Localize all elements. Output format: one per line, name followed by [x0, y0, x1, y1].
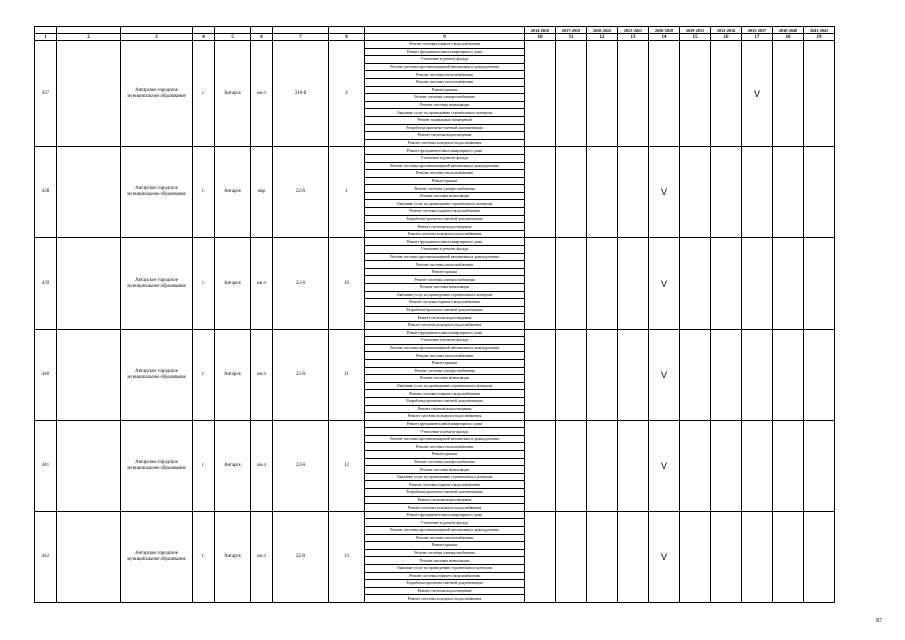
- work-item: Ремонт системы холодного водоснабжения: [365, 595, 525, 603]
- work-item: Разработка проектно-сметной документации: [365, 124, 525, 132]
- header-blank-cell: [57, 27, 121, 34]
- work-item: Ремонт системы противопожарной автоматики и дымоудаления: [365, 435, 525, 443]
- column-number: 10: [525, 34, 556, 41]
- header-blank-cell: [193, 27, 215, 34]
- column-number: 14: [649, 34, 680, 41]
- blank-cell: [57, 41, 121, 147]
- period-cell: [773, 238, 804, 329]
- locality-cell: Ангарск: [215, 238, 251, 329]
- header-blank-cell: [251, 27, 273, 34]
- locality-cell: Ангарск: [215, 511, 251, 602]
- period-header-row: [35, 27, 835, 34]
- blank-cell: [57, 147, 121, 238]
- period-cell: [556, 147, 587, 238]
- street-cell: 22-й: [273, 420, 329, 511]
- work-item: Ремонт крыши: [365, 542, 525, 550]
- column-number: 15: [680, 34, 711, 41]
- period-cell: [773, 329, 804, 420]
- work-item: Ремонт системы электроснабжения: [365, 185, 525, 193]
- street-cell: 219-й: [273, 41, 329, 147]
- work-item: Ремонт системы холодного водоснабжения: [365, 413, 525, 421]
- work-item: Утепление и ремонт фасада: [365, 519, 525, 527]
- blank-cell: [57, 329, 121, 420]
- work-item: Разработка проектно-сметной документации: [365, 306, 525, 314]
- municipality-cell: Ангарское городское муниципальное образование: [121, 420, 193, 511]
- work-item: Ремонт фундамента многоквартирного дома: [365, 238, 525, 246]
- row-number: 442: [35, 511, 57, 602]
- row-number: 439: [35, 238, 57, 329]
- locality-type-cell: г.: [193, 41, 215, 147]
- period-cell: [587, 238, 618, 329]
- period-cell: [525, 41, 556, 147]
- column-number: 17: [742, 34, 773, 41]
- work-item: Ремонт системы холодного водоснабжения: [365, 504, 525, 512]
- work-item: Ремонт системы горячего водоснабжения: [365, 390, 525, 398]
- work-item: Ремонт системы теплоснабжения: [365, 170, 525, 178]
- period-cell: [556, 41, 587, 147]
- work-item: Разработка проектно-сметной документации: [365, 397, 525, 405]
- period-cell: [587, 329, 618, 420]
- work-item: Ремонт крыши: [365, 268, 525, 276]
- work-item: Ремонт системы противопожарной автоматики и дымоудаления: [365, 344, 525, 352]
- column-number: 9: [365, 34, 525, 41]
- work-item: Ремонт системы теплоснабжения: [365, 443, 525, 451]
- work-item: Ремонт крыши: [365, 177, 525, 185]
- work-item: Ремонт системы электроснабжения: [365, 549, 525, 557]
- work-item: Ремонт системы горячего водоснабжения: [365, 41, 525, 49]
- work-item: Ремонт системы водоотведения: [365, 496, 525, 504]
- work-item: Ремонт системы электроснабжения: [365, 367, 525, 375]
- column-number: 1: [35, 34, 57, 41]
- header-blank-cell: [365, 27, 525, 34]
- street-type-cell: кв-л: [251, 238, 273, 329]
- work-item: Ремонт системы вентиляции: [365, 192, 525, 200]
- period-cell: [711, 41, 742, 147]
- period-cell: [804, 329, 835, 420]
- work-item: Ремонт системы теплоснабжения: [365, 78, 525, 86]
- page-number: 87: [876, 618, 882, 624]
- row-number: 438: [35, 147, 57, 238]
- street-type-cell: кв-л: [251, 329, 273, 420]
- period-cell: [742, 238, 773, 329]
- column-number: 11: [556, 34, 587, 41]
- work-item: Оказание услуг по проведению строительного контроля: [365, 200, 525, 208]
- work-item: Ремонт системы водоотведения: [365, 223, 525, 231]
- work-item: Ремонт системы водоотведения: [365, 314, 525, 322]
- work-item: Утепление и ремонт фасада: [365, 428, 525, 436]
- period-header: 2041-2043: [804, 27, 835, 34]
- house-cell: 1: [329, 147, 365, 238]
- work-item: Ремонт системы холодного водоснабжения: [365, 230, 525, 238]
- work-item: Ремонт системы теплоснабжения: [365, 534, 525, 542]
- period-cell: [711, 238, 742, 329]
- column-number: 5: [215, 34, 251, 41]
- work-item: Ремонт системы электроснабжения: [365, 458, 525, 466]
- period-cell: [587, 147, 618, 238]
- period-cell: [587, 41, 618, 147]
- locality-type-cell: г.: [193, 329, 215, 420]
- work-item: Утепление и ремонт фасада: [365, 154, 525, 162]
- period-cell: [804, 420, 835, 511]
- period-header: 2023-2025: [618, 27, 649, 34]
- work-item: Оказание услуг по проведению строительного контроля: [365, 109, 525, 117]
- work-item: Утепление и ремонт фасада: [365, 337, 525, 345]
- work-item: Ремонт фундамента многоквартирного дома: [365, 147, 525, 155]
- work-item: Ремонт системы теплоснабжения: [365, 261, 525, 269]
- period-cell: [773, 41, 804, 147]
- period-header: 2038-2040: [773, 27, 804, 34]
- blank-cell: [57, 238, 121, 329]
- period-cell: [649, 41, 680, 147]
- street-cell: 22-й: [273, 511, 329, 602]
- municipality-cell: Ангарское городское муниципальное образование: [121, 511, 193, 602]
- register-table: [34, 26, 835, 603]
- period-mark-cell: V: [649, 329, 680, 420]
- municipality-cell: Ангарское городское муниципальное образование: [121, 329, 193, 420]
- period-cell: [680, 238, 711, 329]
- period-cell: [618, 420, 649, 511]
- period-cell: [680, 420, 711, 511]
- work-item: Ремонт системы противопожарной автоматики и дымоудаления: [365, 527, 525, 535]
- work-item: Ремонт крыши: [365, 359, 525, 367]
- municipality-cell: Ангарское городское муниципальное образование: [121, 238, 193, 329]
- street-cell: 22-й: [273, 147, 329, 238]
- period-cell: [680, 41, 711, 147]
- street-type-cell: кв-л: [251, 420, 273, 511]
- period-mark-cell: V: [649, 420, 680, 511]
- period-cell: [618, 329, 649, 420]
- period-cell: [742, 511, 773, 602]
- work-item: Ремонт системы горячего водоснабжения: [365, 481, 525, 489]
- period-header: 2026-2028: [649, 27, 680, 34]
- period-cell: [556, 329, 587, 420]
- blank-cell: [57, 511, 121, 602]
- period-cell: [680, 329, 711, 420]
- work-item: Ремонт системы противопожарной автоматики и дымоудаления: [365, 63, 525, 71]
- period-cell: [804, 511, 835, 602]
- row-number: 441: [35, 420, 57, 511]
- header-blank-cell: [35, 27, 57, 34]
- period-cell: [773, 420, 804, 511]
- work-item: Ремонт фундамента многоквартирного дома: [365, 420, 525, 428]
- work-item: Разработка проектно-сметной документации: [365, 489, 525, 497]
- column-number: 4: [193, 34, 215, 41]
- table-row: [35, 147, 835, 155]
- period-cell: [556, 238, 587, 329]
- period-mark-cell: V: [742, 41, 773, 147]
- column-number: 16: [711, 34, 742, 41]
- work-item: Разработка проектно-сметной документации: [365, 580, 525, 588]
- work-item: Ремонт системы противопожарной автоматики и дымоудаления: [365, 253, 525, 261]
- period-header: 2032-2034: [711, 27, 742, 34]
- period-cell: [804, 238, 835, 329]
- period-cell: [618, 147, 649, 238]
- blank-cell: [57, 420, 121, 511]
- work-item: Ремонт крыши: [365, 86, 525, 94]
- period-cell: [742, 420, 773, 511]
- period-cell: [711, 329, 742, 420]
- period-cell: [711, 420, 742, 511]
- work-item: Оказание услуг по проведению строительного контроля: [365, 473, 525, 481]
- table-row: [35, 420, 835, 428]
- work-item: Ремонт системы теплоснабжения: [365, 352, 525, 360]
- work-item: Ремонт системы электроснабжения: [365, 276, 525, 284]
- work-item: Ремонт системы холодного водоснабжения: [365, 321, 525, 329]
- work-item: Ремонт системы вентиляции: [365, 557, 525, 565]
- column-number: 6: [251, 34, 273, 41]
- work-item: Ремонт системы вентиляции: [365, 466, 525, 474]
- work-item: Ремонт системы водоотведения: [365, 587, 525, 595]
- work-item: Ремонт системы горячего водоснабжения: [365, 299, 525, 307]
- period-header: 2035-2037: [742, 27, 773, 34]
- period-mark-cell: V: [649, 238, 680, 329]
- period-cell: [587, 511, 618, 602]
- work-item: Оказание услуг по проведению строительного контроля: [365, 382, 525, 390]
- period-cell: [804, 41, 835, 147]
- work-item: Ремонт фундамента многоквартирного дома: [365, 511, 525, 519]
- period-cell: [773, 511, 804, 602]
- house-cell: 4: [329, 41, 365, 147]
- period-cell: [587, 420, 618, 511]
- house-cell: 13: [329, 511, 365, 602]
- column-number: 13: [618, 34, 649, 41]
- work-item: Ремонт системы водоотведения: [365, 405, 525, 413]
- column-number: 19: [804, 34, 835, 41]
- period-header: 2029-2031: [680, 27, 711, 34]
- work-item: Ремонт системы теплоснабжения: [365, 71, 525, 79]
- street-type-cell: мкр: [251, 147, 273, 238]
- header-blank-cell: [215, 27, 251, 34]
- header-blank-cell: [329, 27, 365, 34]
- work-item: Ремонт системы холодного водоснабжения: [365, 139, 525, 147]
- work-item: Ремонт фундамента многоквартирного дома: [365, 329, 525, 337]
- work-item: Ремонт системы вентиляции: [365, 284, 525, 292]
- work-item: Ремонт системы вентиляции: [365, 375, 525, 383]
- period-cell: [711, 147, 742, 238]
- period-cell: [742, 147, 773, 238]
- locality-cell: Ангарск: [215, 41, 251, 147]
- locality-type-cell: г.: [193, 420, 215, 511]
- work-item: Ремонт системы вентиляции: [365, 101, 525, 109]
- period-cell: [525, 329, 556, 420]
- table-row: [35, 41, 835, 49]
- work-item: Ремонт системы горячего водоснабжения: [365, 572, 525, 580]
- street-cell: 22-й: [273, 238, 329, 329]
- header-blank-cell: [273, 27, 329, 34]
- work-item: Разработка проектно-сметной документации: [365, 215, 525, 223]
- period-cell: [525, 420, 556, 511]
- period-cell: [618, 511, 649, 602]
- work-item: Оказание услуг по проведению строительного контроля: [365, 291, 525, 299]
- house-cell: 10: [329, 238, 365, 329]
- work-item: Ремонт системы водоотведения: [365, 132, 525, 140]
- locality-cell: Ангарск: [215, 329, 251, 420]
- locality-type-cell: г.: [193, 147, 215, 238]
- column-number: 7: [273, 34, 329, 41]
- period-cell: [804, 147, 835, 238]
- house-cell: 11: [329, 329, 365, 420]
- period-mark-cell: V: [649, 511, 680, 602]
- table-row: [35, 329, 835, 337]
- period-cell: [556, 511, 587, 602]
- period-cell: [525, 147, 556, 238]
- locality-type-cell: г.: [193, 511, 215, 602]
- period-cell: [525, 238, 556, 329]
- column-number: 8: [329, 34, 365, 41]
- period-cell: [680, 147, 711, 238]
- header-blank-cell: [121, 27, 193, 34]
- work-item: Ремонт подвальных помещений: [365, 116, 525, 124]
- street-cell: 22-й: [273, 329, 329, 420]
- street-type-cell: кв-л: [251, 511, 273, 602]
- work-item: Утепление и ремонт фасада: [365, 56, 525, 64]
- period-header: 2014-2016: [525, 27, 556, 34]
- locality-type-cell: г.: [193, 238, 215, 329]
- period-mark-cell: V: [649, 147, 680, 238]
- column-number-row: [35, 34, 835, 41]
- period-cell: [711, 511, 742, 602]
- period-cell: [773, 147, 804, 238]
- period-cell: [742, 329, 773, 420]
- work-item: Утепление и ремонт фасада: [365, 246, 525, 254]
- period-header: 2020-2022: [587, 27, 618, 34]
- work-item: Оказание услуг по проведению строительного контроля: [365, 564, 525, 572]
- locality-cell: Ангарск: [215, 420, 251, 511]
- period-cell: [618, 238, 649, 329]
- work-item: Ремонт крыши: [365, 451, 525, 459]
- work-item: Ремонт системы электроснабжения: [365, 94, 525, 102]
- municipality-cell: Ангарское городское муниципальное образование: [121, 147, 193, 238]
- column-number: 18: [773, 34, 804, 41]
- work-item: Ремонт системы противопожарной автоматики и дымоудаления: [365, 162, 525, 170]
- work-item: Ремонт фундамента многоквартирного дома: [365, 48, 525, 56]
- period-cell: [618, 41, 649, 147]
- row-number: 437: [35, 41, 57, 147]
- row-number: 440: [35, 329, 57, 420]
- municipality-cell: Ангарское городское муниципальное образование: [121, 41, 193, 147]
- period-cell: [680, 511, 711, 602]
- period-header: 2017-2019: [556, 27, 587, 34]
- work-item: Ремонт системы горячего водоснабжения: [365, 208, 525, 216]
- street-type-cell: кв-л: [251, 41, 273, 147]
- table-row: [35, 238, 835, 246]
- column-number: 2: [57, 34, 121, 41]
- period-cell: [556, 420, 587, 511]
- table-row: [35, 511, 835, 519]
- column-number: 3: [121, 34, 193, 41]
- period-cell: [525, 511, 556, 602]
- column-number: 12: [587, 34, 618, 41]
- locality-cell: Ангарск: [215, 147, 251, 238]
- house-cell: 12: [329, 420, 365, 511]
